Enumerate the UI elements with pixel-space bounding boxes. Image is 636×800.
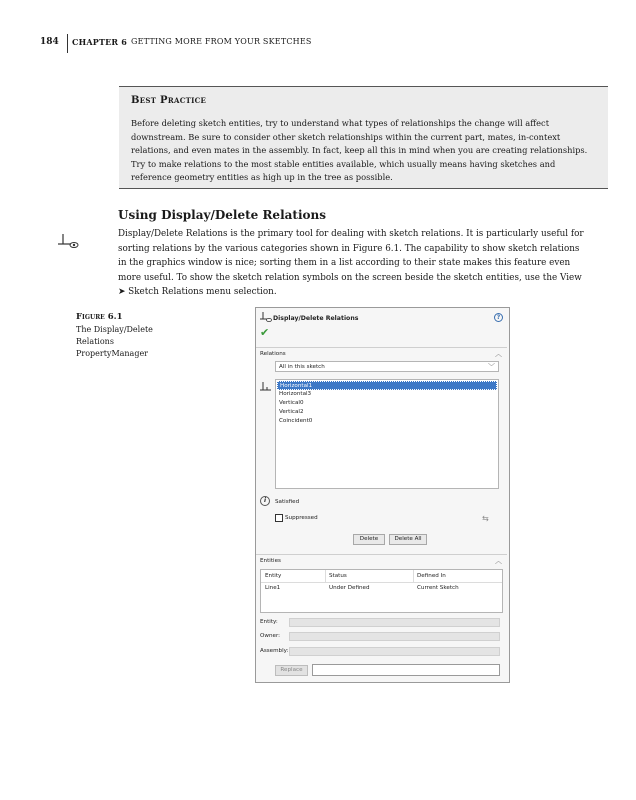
header-divider — [67, 34, 68, 53]
assembly-field — [289, 647, 500, 656]
entities-section-label: Entities — [260, 558, 281, 564]
ok-check-icon[interactable]: ✔ — [260, 326, 270, 339]
relation-item[interactable]: Horizontal3 — [279, 391, 312, 397]
section-heading: Using Display/Delete Relations — [118, 208, 326, 222]
relations-list[interactable] — [275, 379, 499, 489]
replace-input[interactable] — [312, 664, 500, 676]
table-cell[interactable]: Current Sketch — [417, 585, 459, 591]
relations-icon — [260, 311, 272, 323]
figure-label: Figure 6.1 — [76, 312, 123, 322]
display-delete-relations-icon — [57, 232, 81, 250]
table-cell[interactable]: Line1 — [265, 585, 281, 591]
filter-value: All in this sketch — [279, 364, 325, 370]
suppressed-checkbox[interactable] — [275, 514, 283, 522]
entity-label: Entity: — [260, 619, 278, 625]
header-row-divider — [261, 582, 502, 583]
figure-caption: The Display/Delete Relations PropertyManager — [76, 325, 153, 358]
relation-list-icon — [260, 381, 272, 393]
relation-item[interactable]: Coincident0 — [279, 418, 313, 424]
column-header[interactable]: Defined In — [417, 573, 446, 579]
chevron-up-icon[interactable]: ︿ — [495, 350, 502, 358]
owner-field — [289, 632, 500, 641]
column-divider — [413, 570, 414, 582]
replace-button[interactable]: Replace — [275, 665, 308, 676]
best-practice-box — [119, 86, 608, 189]
relation-item[interactable]: Vertical0 — [279, 400, 304, 406]
column-divider — [325, 570, 326, 582]
replace-entity-icon[interactable]: ⇆ — [482, 514, 489, 523]
column-header[interactable]: Entity — [265, 573, 282, 579]
delete-all-button[interactable]: Delete All — [389, 534, 427, 545]
chapter-title: GETTING MORE FROM YOUR SKETCHES — [131, 37, 312, 46]
property-manager-panel — [255, 307, 510, 683]
relation-item[interactable]: Horizontal1 — [277, 381, 497, 390]
section-body: Display/Delete Relations is the primary tool for dealing with sketch relations. It is particularly useful for sorting relations by the various categories shown in Figure 6.1. The capability to show sketch relations in the graphics window is nice; sorting them in a list according to their state makes this feature even more useful. To show the sketch relation symbols on the screen beside the sketch entities, use the View ➤ Sketch Relations menu selection. — [118, 229, 584, 297]
panel-title: Display/Delete Relations — [273, 315, 359, 322]
best-practice-text: Before deleting sketch entities, try to understand what types of relationships the change will affect downstream. Be sure to consider other sketch relationships within the current part, mates, in-context relations, and even mates in the assembly. In fact, keep all this in mind when you are creating relationships. Try to make relations to the most stable entities available, which usually means having sketches and reference geometry entities as high up in the tree as possible. — [131, 118, 588, 182]
chevron-up-icon[interactable]: ︿ — [495, 557, 502, 565]
relations-section-header[interactable] — [256, 347, 507, 359]
best-practice-title: Best Practice — [131, 95, 207, 106]
help-icon[interactable]: ? — [494, 313, 503, 322]
chapter-label: CHAPTER 6 — [72, 37, 127, 47]
assembly-label: Assembly: — [260, 648, 289, 654]
relations-filter-dropdown[interactable] — [275, 361, 499, 372]
column-header[interactable]: Status — [329, 573, 347, 579]
chevron-down-icon: ﹀ — [488, 363, 495, 371]
relation-item[interactable]: Vertical2 — [279, 409, 304, 415]
owner-label: Owner: — [260, 633, 281, 639]
page-number: 184 — [40, 37, 59, 47]
relation-status: Satisfied — [275, 499, 300, 505]
relations-section-label: Relations — [260, 351, 286, 357]
suppressed-label: Suppressed — [285, 515, 318, 521]
entities-section-header[interactable] — [256, 554, 507, 566]
table-cell[interactable]: Under Defined — [329, 585, 370, 591]
delete-button[interactable]: Delete — [353, 534, 385, 545]
entities-table[interactable] — [260, 569, 503, 613]
info-icon: i — [260, 496, 270, 506]
entity-field — [289, 618, 500, 627]
